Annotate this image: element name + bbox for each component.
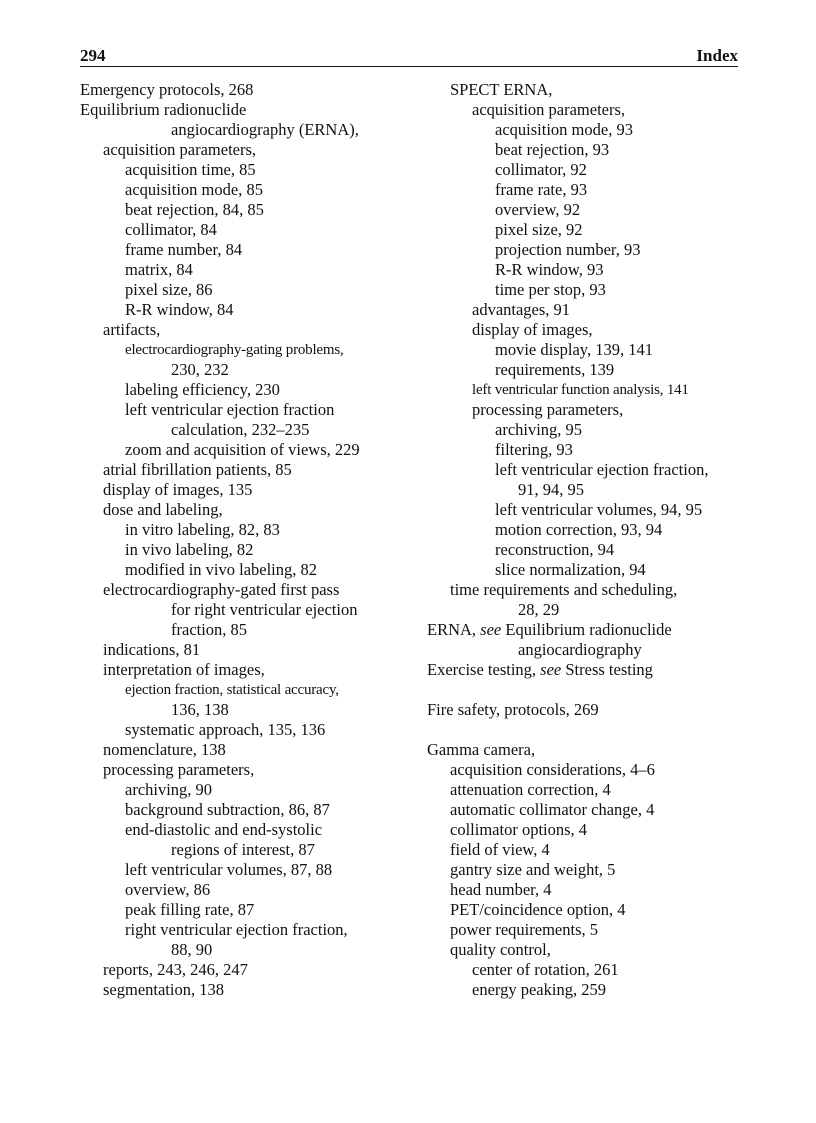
index-entry: acquisition parameters, (103, 140, 257, 159)
index-entry: acquisition mode, 93 (495, 120, 633, 139)
index-entry: modified in vivo labeling, 82 (125, 560, 318, 579)
index-entry: segmentation, 138 (103, 980, 224, 999)
index-entry: pixel size, 92 (495, 220, 583, 239)
index-entry: Exercise testing, see Stress testing (427, 660, 653, 679)
index-entry: regions of interest, 87 (171, 840, 315, 859)
index-entry: slice normalization, 94 (495, 560, 646, 579)
index-entry: ejection fraction, statistical accuracy, (125, 682, 339, 698)
page-number: 294 (80, 46, 106, 65)
index-entry: overview, 86 (125, 880, 211, 899)
index-entry: fraction, 85 (171, 620, 248, 639)
index-entry: power requirements, 5 (450, 920, 598, 939)
index-entry: R-R window, 93 (495, 260, 604, 279)
index-entry: processing parameters, (472, 400, 624, 419)
index-entry: projection number, 93 (495, 240, 641, 259)
index-entry: in vitro labeling, 82, 83 (125, 520, 280, 539)
index-entry: Fire safety, protocols, 269 (427, 700, 599, 719)
index-entry: 136, 138 (171, 700, 229, 719)
index-entry: labeling efficiency, 230 (125, 380, 280, 399)
index-entry: 91, 94, 95 (518, 480, 584, 499)
index-entry: display of images, (472, 320, 593, 339)
index-entry: pixel size, 86 (125, 280, 213, 299)
index-entry: dose and labeling, (103, 500, 223, 519)
index-entry: acquisition considerations, 4–6 (450, 760, 655, 779)
index-spacer (427, 720, 747, 740)
index-entry: quality control, (450, 940, 551, 959)
index-entry: Emergency protocols, 268 (80, 80, 254, 99)
index-entry: processing parameters, (103, 760, 255, 779)
index-entry: collimator, 92 (495, 160, 587, 179)
index-entry: for right ventricular ejection (171, 600, 358, 619)
index-entry: peak filling rate, 87 (125, 900, 255, 919)
index-entry: Equilibrium radionuclide (80, 100, 247, 119)
index-entry: time requirements and scheduling, (450, 580, 678, 599)
index-entry: nomenclature, 138 (103, 740, 226, 759)
index-entry: archiving, 90 (125, 780, 213, 799)
index-entry: Gamma camera, (427, 740, 536, 759)
index-entry: electrocardiography-gating problems, (125, 342, 344, 358)
index-entry: calculation, 232–235 (171, 420, 310, 439)
index-entry: interpretation of images, (103, 660, 265, 679)
index-entry: field of view, 4 (450, 840, 550, 859)
index-entry: indications, 81 (103, 640, 201, 659)
index-entry: overview, 92 (495, 200, 581, 219)
index-column-right (427, 80, 747, 1000)
index-entry: automatic collimator change, 4 (450, 800, 655, 819)
page-header (80, 44, 738, 67)
index-entry: gantry size and weight, 5 (450, 860, 616, 879)
running-head: Index (696, 46, 738, 65)
index-entry: artifacts, (103, 320, 161, 339)
index-entry: motion correction, 93, 94 (495, 520, 663, 539)
index-entry: acquisition time, 85 (125, 160, 256, 179)
index-entry: matrix, 84 (125, 260, 193, 279)
index-entry: energy peaking, 259 (472, 980, 606, 999)
index-entry: acquisition mode, 85 (125, 180, 263, 199)
index-entry: PET/coincidence option, 4 (450, 900, 626, 919)
index-entry: reports, 243, 246, 247 (103, 960, 248, 979)
index-entry: SPECT ERNA, (450, 80, 553, 99)
index-entry: attenuation correction, 4 (450, 780, 611, 799)
index-entry: frame rate, 93 (495, 180, 588, 199)
index-entry: in vivo labeling, 82 (125, 540, 254, 559)
index-entry: beat rejection, 93 (495, 140, 610, 159)
index-entry: left ventricular ejection fraction, (495, 460, 709, 479)
index-entry: collimator, 84 (125, 220, 217, 239)
index-entry: 230, 232 (171, 360, 229, 379)
index-entry: ERNA, see Equilibrium radionuclide (427, 620, 672, 639)
index-entry: 88, 90 (171, 940, 213, 959)
index-entry: reconstruction, 94 (495, 540, 615, 559)
index-entry: archiving, 95 (495, 420, 583, 439)
index-entry: angiocardiography (ERNA), (171, 120, 359, 139)
index-entry: time per stop, 93 (495, 280, 606, 299)
index-entry: electrocardiography-gated first pass (103, 580, 340, 599)
index-entry: beat rejection, 84, 85 (125, 200, 264, 219)
index-entry: angiocardiography (518, 640, 642, 659)
index-entry: head number, 4 (450, 880, 552, 899)
index-spacer (427, 680, 747, 700)
index-entry: 28, 29 (518, 600, 560, 619)
index-entry: advantages, 91 (472, 300, 571, 319)
index-entry: atrial fibrillation patients, 85 (103, 460, 292, 479)
index-entry: end-diastolic and end-systolic (125, 820, 323, 839)
index-entry: frame number, 84 (125, 240, 243, 259)
index-entry: left ventricular ejection fraction (125, 400, 335, 419)
index-entry: R-R window, 84 (125, 300, 234, 319)
index-entry: zoom and acquisition of views, 229 (125, 440, 360, 459)
index-entry: left ventricular function analysis, 141 (472, 382, 689, 398)
index-entry: filtering, 93 (495, 440, 573, 459)
index-entry: systematic approach, 135, 136 (125, 720, 326, 739)
index-entry: left ventricular volumes, 87, 88 (125, 860, 333, 879)
index-column-left (80, 80, 410, 1000)
index-entry: requirements, 139 (495, 360, 615, 379)
index-entry: movie display, 139, 141 (495, 340, 653, 359)
index-entry: acquisition parameters, (472, 100, 626, 119)
index-entry: right ventricular ejection fraction, (125, 920, 348, 939)
index-entry: left ventricular volumes, 94, 95 (495, 500, 703, 519)
index-entry: display of images, 135 (103, 480, 253, 499)
index-entry: background subtraction, 86, 87 (125, 800, 330, 819)
index-entry: collimator options, 4 (450, 820, 588, 839)
index-entry: center of rotation, 261 (472, 960, 619, 979)
